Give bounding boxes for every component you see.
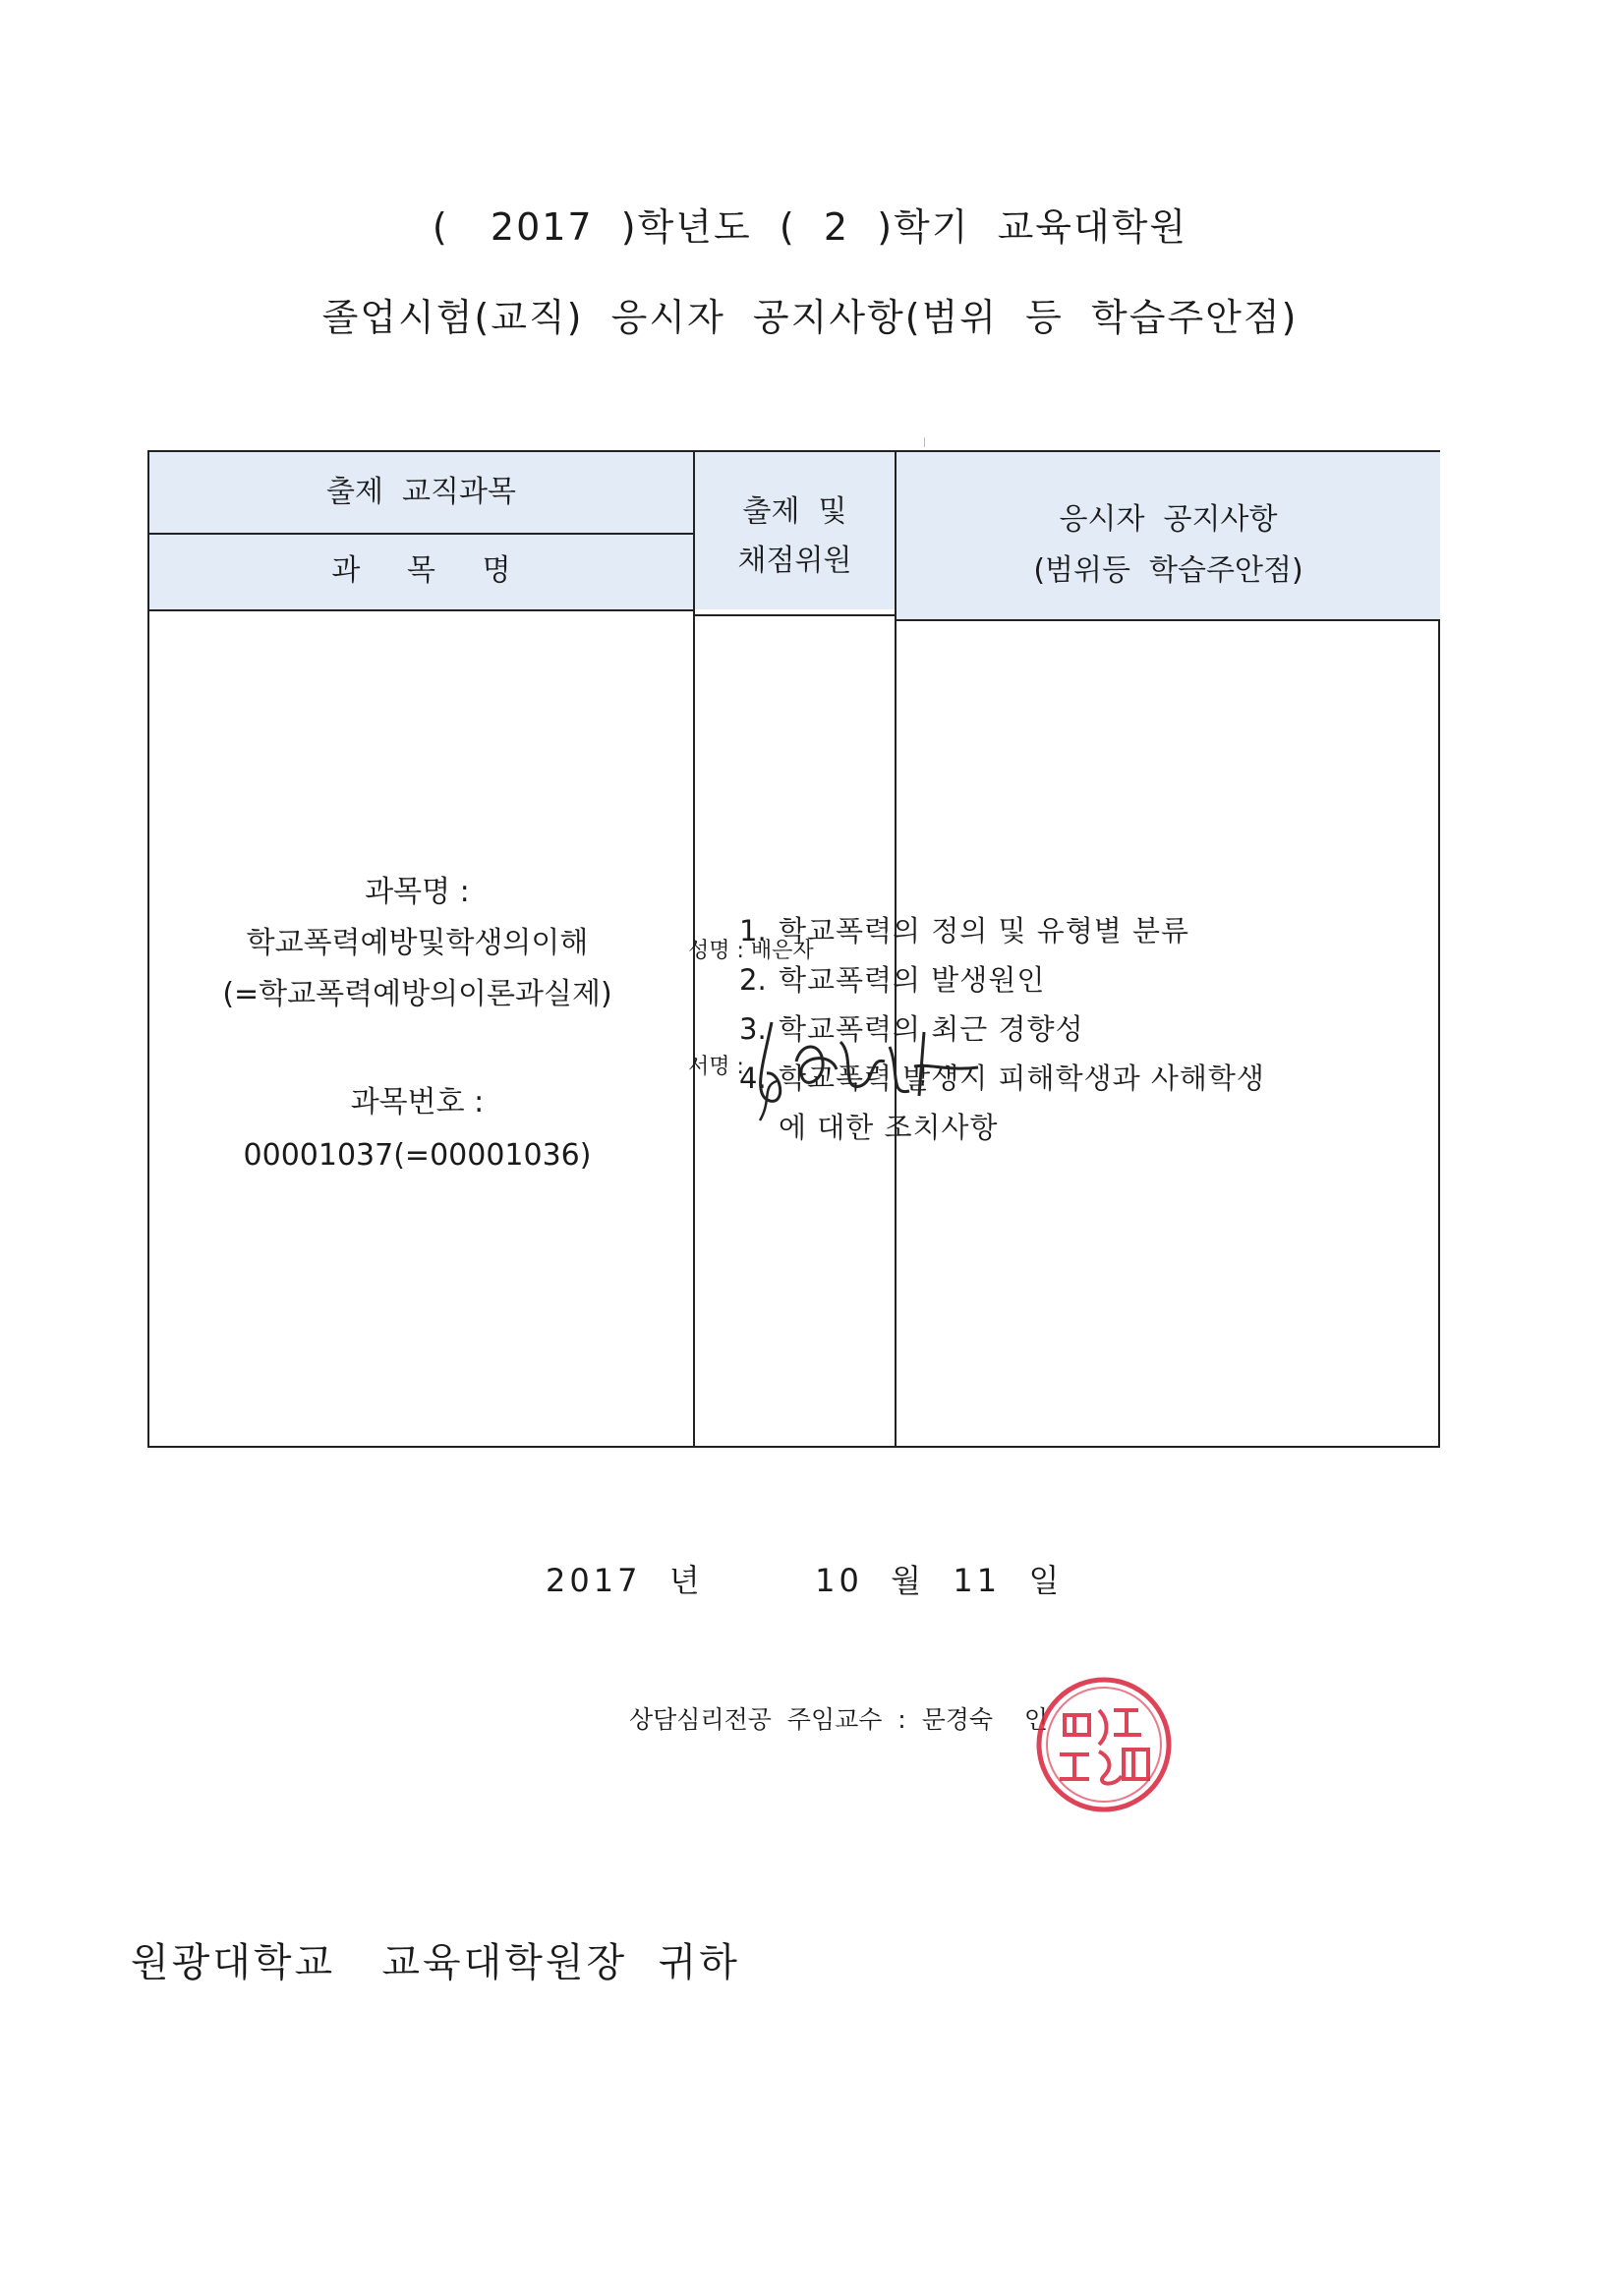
header-course-type: 출제 교직과목: [326, 475, 516, 509]
subject-code-label: 과목번호 :: [350, 1085, 485, 1119]
subject-code: 00001037(=00001036): [243, 1138, 592, 1173]
recipient-line: 원광대학교 교육대학원장 귀하: [131, 1940, 740, 1985]
list-item: 1. 학교폭력의 정의 및 유형별 분류: [739, 914, 1190, 947]
document-title-line2: 졸업시험(교직) 응시자 공지사항(범위 등 학습주안점): [321, 296, 1299, 339]
professor-signature-line: 상담심리전공 주임교수 : 문경숙 인: [629, 1705, 1048, 1734]
subject-alt-name: (=학교폭력예방의이론과실제): [222, 977, 612, 1011]
scan-mark: [924, 437, 925, 447]
header-divider-col2: [693, 614, 895, 616]
official-seal-stamp: [1030, 1671, 1178, 1818]
header-examiner-line1: 출제 및: [742, 494, 847, 529]
subject-name: 학교폭력예방및학생의이해: [246, 926, 589, 960]
header-examiner-line2: 채점위원: [737, 544, 852, 578]
header-course-name: 과 목 명: [331, 553, 511, 588]
subject-name-label: 과목명 :: [365, 875, 470, 909]
date-day: 11: [953, 1562, 1002, 1599]
header-divider-col3: [895, 619, 1440, 621]
header-divider-col1: [149, 609, 693, 611]
list-item: 4. 학교폭력 발생시 피해학생과 사해학생에 대한 조치사항: [739, 1062, 1265, 1144]
date-month-unit: 월: [891, 1562, 926, 1599]
document-date: [546, 1556, 1063, 1601]
header-notice-line2: (범위등 학습주안점): [1033, 553, 1303, 588]
date-year: 2017: [546, 1562, 642, 1599]
handwritten-signature: [742, 1003, 998, 1130]
document-title-line1: ( 2017 )학년도 ( 2 )학기 교육대학원: [432, 205, 1188, 249]
date-day-unit: 일: [1028, 1562, 1064, 1599]
header-notice-line1: 응시자 공지사항: [1059, 502, 1278, 537]
signature-label: 서명 :: [688, 1055, 744, 1079]
date-year-unit: 년: [668, 1562, 704, 1599]
list-item: 3. 학교폭력의 최근 경향성: [739, 1012, 1084, 1046]
date-month: 10: [815, 1562, 863, 1599]
list-item: 2. 학교폭력의 발생원인: [739, 963, 1046, 997]
header-sub-divider: [149, 533, 693, 535]
examiner-name: 성명 : 배은자: [688, 939, 814, 963]
